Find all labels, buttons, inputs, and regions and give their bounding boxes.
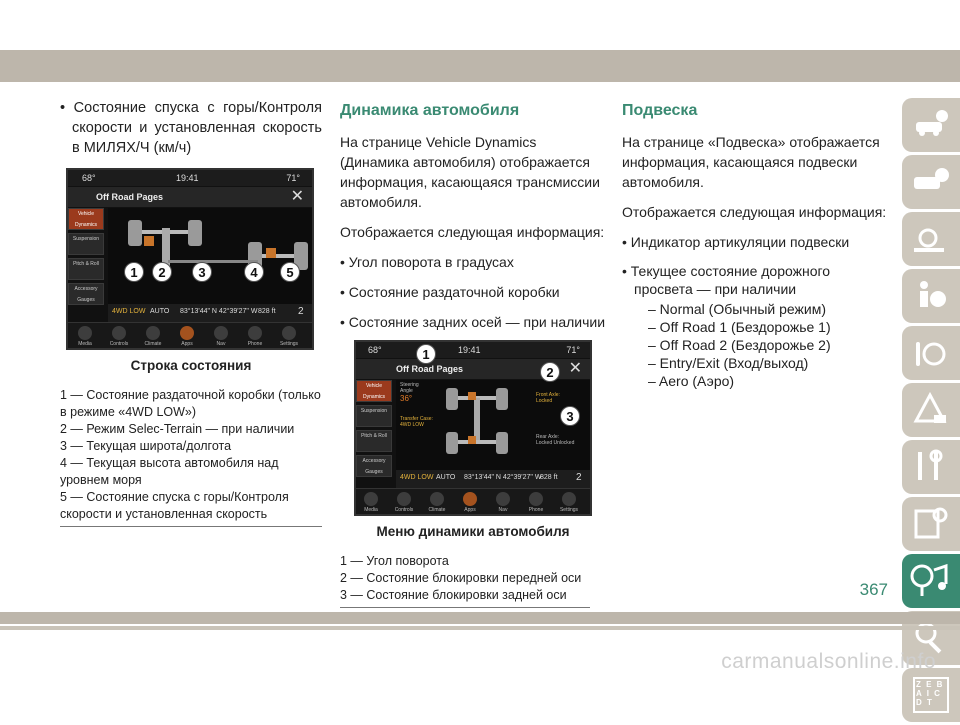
paragraph: Отображается следующая информация: — [340, 224, 605, 240]
info-coords: 83°13'44" N 42°39'27" W — [180, 308, 258, 315]
column-vehicle-dynamics — [340, 98, 606, 608]
callout-3: 3 — [560, 406, 580, 426]
tools-icon — [912, 448, 950, 486]
roadside-icon — [912, 391, 950, 429]
vehicle-dynamics-figure — [354, 340, 592, 516]
column-status-bar — [60, 98, 322, 527]
menu-pitch-roll: Pitch & Roll — [68, 258, 104, 280]
info-coords: 83°13'44" N 42°39'27" W — [464, 474, 542, 481]
caption-item: 1 — Состояние раздаточной коробки (только в режиме «4WD LOW») — [60, 388, 321, 419]
status-caption-title: Строка состояния — [130, 358, 252, 373]
close-icon: ✕ — [568, 360, 582, 377]
callout-2: 2 — [540, 362, 560, 382]
temp-right: 71° — [566, 345, 580, 355]
top-band — [0, 50, 960, 82]
menu-pitch-roll: Pitch & Roll — [356, 430, 392, 452]
list-item: • Состояние задних осей — при наличии — [340, 314, 606, 330]
suspension-heading: Подвеска — [622, 102, 698, 119]
tab-safety[interactable] — [902, 269, 960, 323]
info-mode: 4WD LOW — [112, 308, 146, 315]
column-suspension — [622, 98, 890, 390]
settings-icon — [562, 492, 576, 506]
screen-top-bar — [68, 170, 312, 186]
callout-3: 3 — [192, 262, 212, 282]
media-icon — [364, 492, 378, 506]
callout-1: 1 — [124, 262, 144, 282]
nav-icon — [214, 326, 228, 340]
tab-emergency[interactable] — [902, 383, 960, 437]
caption-rule — [340, 607, 590, 608]
front-axle-status: Front Axle: Locked — [536, 392, 560, 404]
phone-icon — [529, 492, 543, 506]
callout-5: 5 — [280, 262, 300, 282]
close-icon: ✕ — [290, 188, 304, 205]
list-item: • Состояние раздаточной коробки — [340, 284, 560, 300]
tab-dashboard[interactable] — [902, 212, 960, 266]
temp-left: 68° — [368, 345, 382, 355]
dynamics-caption-list — [340, 553, 590, 604]
screen-menu — [356, 380, 392, 480]
bottom-band-thin — [0, 626, 960, 630]
sub-list-item: – Off Road 1 (Бездорожье 1) — [648, 319, 831, 335]
caption-item: 3 — Текущая широта/долгота — [60, 439, 232, 453]
steering-value: 36° — [400, 394, 413, 403]
vehicle-dynamics-heading: Динамика автомобиля — [340, 102, 520, 119]
rear-axle-status: Rear Axle: Locked Unlocked — [536, 434, 575, 446]
tab-driving[interactable] — [902, 326, 960, 380]
caption-item: 2 — Состояние блокировки передней оси — [340, 571, 582, 585]
screen-status-strip — [108, 304, 312, 322]
screen-dock: Media Controls Climate Apps Nav Phone Settings — [68, 322, 312, 348]
apps-icon — [463, 492, 477, 506]
sub-list-item: – Entry/Exit (Вход/выход) — [648, 355, 809, 371]
screen-dock: Media Controls Climate Apps Nav Phone Settings — [356, 488, 590, 514]
screen-status-strip — [396, 470, 590, 488]
dashboard-icon — [912, 220, 950, 258]
caption-item: 3 — Состояние блокировки задней оси — [340, 588, 567, 602]
caption-rule — [60, 526, 322, 527]
controls-icon — [112, 326, 126, 340]
screen-title: Off Road Pages — [396, 364, 464, 374]
clock: 19:41 — [176, 173, 199, 183]
vehicle-diagram — [108, 208, 312, 304]
tab-car-info[interactable] — [902, 98, 960, 152]
watermark: carmanualsonline.info — [721, 650, 936, 673]
bottom-band — [0, 612, 960, 624]
paragraph: На странице Vehicle Dynamics (Динамика автомобиля) отображается информация, касающаяся трансмиссии автомобиля. — [340, 134, 600, 210]
screen-title: Off Road Pages — [96, 192, 164, 202]
menu-accessory-gauges: Accessory Gauges — [356, 455, 392, 477]
tab-multimedia[interactable] — [902, 554, 960, 608]
caption-item: 2 — Режим Selec-Terrain — при наличии — [60, 422, 295, 436]
page-number: 367 — [859, 580, 888, 599]
caption-item: 1 — Угол поворота — [340, 554, 449, 568]
list-item: • Текущее состояние дорожного просвета — при наличии — [622, 263, 831, 297]
controls-icon — [397, 492, 411, 506]
info-speed: 2 — [298, 306, 304, 317]
tab-index[interactable] — [902, 668, 960, 722]
screen-menu — [68, 208, 104, 308]
status-bar-figure — [66, 168, 314, 350]
sub-list-item: – Normal (Обычный режим) — [648, 301, 827, 317]
clock: 19:41 — [458, 345, 481, 355]
list-item: • Индикатор артикуляции подвески — [622, 234, 850, 250]
nav-icon — [496, 492, 510, 506]
vehicle-diagram — [396, 380, 590, 470]
temp-right: 71° — [286, 173, 300, 183]
screen-top-bar — [356, 342, 590, 358]
info-terrain: AUTO — [150, 308, 170, 315]
menu-vehicle-dynamics: Vehicle Dynamics — [356, 380, 392, 402]
status-bullet: • Состояние спуска с горы/Контроля скорости и установленная скорость в МИЛЯХ/Ч (км/ч) — [60, 100, 322, 156]
chapter-tabs — [902, 98, 960, 725]
dynamics-caption-title: Меню динамики автомобиля — [376, 524, 570, 539]
sub-list-item: – Aero (Аэро) — [648, 373, 735, 389]
menu-suspension: Suspension — [68, 233, 104, 255]
steering-wheel-icon — [912, 334, 950, 372]
sub-list-item: – Off Road 2 (Бездорожье 2) — [648, 337, 831, 353]
paragraph: Отображается следующая информация: — [622, 204, 887, 220]
airbag-icon — [912, 277, 950, 315]
paragraph: На странице «Подвеска» отображается информация, касающаяся подвески автомобиля. — [622, 134, 880, 190]
status-caption-list — [60, 387, 322, 523]
climate-icon — [430, 492, 444, 506]
callout-4: 4 — [244, 262, 264, 282]
menu-accessory-gauges: Accessory Gauges — [68, 283, 104, 305]
phone-icon — [248, 326, 262, 340]
tab-service[interactable] — [902, 440, 960, 494]
menu-vehicle-dynamics: Vehicle Dynamics — [68, 208, 104, 230]
info-speed: 2 — [576, 472, 582, 483]
transfer-case: Transfer Case: 4WD LOW — [400, 416, 433, 428]
callout-2: 2 — [152, 262, 172, 282]
settings-icon — [282, 326, 296, 340]
steering-label: Steering Angle — [400, 382, 419, 394]
info-altitude: 828 ft — [540, 474, 558, 481]
list-item: • Угол поворота в градусах — [340, 254, 514, 270]
info-terrain: AUTO — [436, 474, 456, 481]
specs-icon — [912, 505, 950, 543]
callout-1: 1 — [416, 344, 436, 364]
car-info-icon — [912, 106, 950, 144]
multimedia-icon — [912, 562, 950, 600]
caption-item: 4 — Текущая высота автомобиля над уровнем моря — [60, 456, 279, 487]
tab-specs[interactable] — [902, 497, 960, 551]
climate-icon — [146, 326, 160, 340]
warning-light-icon — [912, 163, 950, 201]
caption-item: 5 — Состояние спуска с горы/Контроля скорости и установленная скорость — [60, 490, 289, 521]
menu-suspension: Suspension — [356, 405, 392, 427]
temp-left: 68° — [82, 173, 96, 183]
index-letters: Z E B A I C D T — [916, 680, 943, 707]
tab-warning-lights[interactable] — [902, 155, 960, 209]
info-altitude: 828 ft — [258, 308, 276, 315]
info-mode: 4WD LOW — [400, 474, 434, 481]
apps-icon — [180, 326, 194, 340]
media-icon — [78, 326, 92, 340]
